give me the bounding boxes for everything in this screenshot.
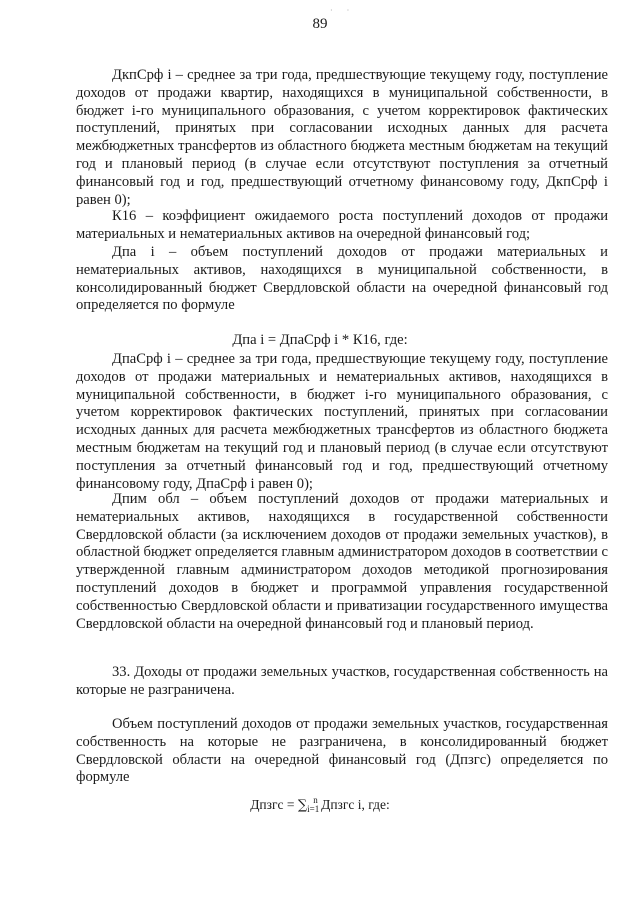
section-33-heading [76,664,608,700]
paragraph-text: К16 – коэффициент ожидаемого роста поступлений доходов от продажи материальных и нематериальных активов на очередной финансовый год; [76,208,608,242]
paragraph-k16 [76,208,608,244]
paragraph-dpasrf [76,351,608,493]
paragraph-dpim [76,491,608,633]
sum-upper-index: n [313,795,318,805]
paragraph-text: ДкпСрф i – среднее за три года, предшествующие текущему году, поступление доходов от продажи квартир, находящихся в муниципальной собственности, в бюджет i-го муниципального образования, с учетом корректировок фактических поступлений, принятых при согласовании исходных данных для расчета межбюджетных трансфертов из областного бюджета местным бюджетам на текущий год и плановый период (в случае если отсутствуют поступления за отчетный финансовый год и год, предшествующий отчетному финансовому году, ДкпСрф i равен 0); [76,67,608,208]
paragraph-dpa [76,244,608,315]
formula-dpzgs [0,792,640,819]
page-number: 89 [312,16,328,32]
paragraph-dpzgs [76,716,608,787]
paragraph-text: Дпа i – объем поступлений доходов от продажи материальных и нематериальных активов, находящихся в муниципальной собственности, в консолидированный бюджет Свердловской области на очередной финансовый год определяется по формуле [76,244,608,314]
formula-rhs: Дпзгс i, где: [317,797,390,812]
paragraph-text: 33. Доходы от продажи земельных участков, государственная собственность на которые не разграничена. [76,664,608,698]
sum-symbol: ∑ [297,798,308,813]
sum-lower-index: i=1 [307,804,320,814]
paragraph-text: Дпим обл – объем поступлений доходов от продажи материальных и нематериальных активов, находящихся в государственной собственности Свердловской области (за исключением доходов от продажи земельных участков), в областной бюджет определяется главным администратором доходов в соответствии с утвержденной главным администратором доходов методикой прогнозирования поступлений доходов в бюджет и программой управления государственной собственностью Свердловской области и приватизации государственного имущества Свердловской области на очередной финансовый год и плановый период. [76,491,608,632]
paragraph-text: Объем поступлений доходов от продажи земельных участков, государственная собственность на которые не разграничена, в консолидированный бюджет Свердловской области на очередной финансовый год (Дпзгс) определяется по формуле [76,716,608,786]
formula-dpa: Дпа i = ДпаСрф i * К16, где: [232,332,408,348]
formula-lhs: Дпзгс = [250,797,298,812]
paragraph-dkpsrf [76,67,608,209]
paragraph-text: ДпаСрф i – среднее за три года, предшествующие текущему году, поступление доходов от продажи материальных и нематериальных активов, находящихся в муниципальной собственности, в бюджет i-го муниципального образования, с учетом корректировок фактических поступлений, принятых при согласовании исходных данных для расчета межбюджетных трансфертов из областного бюджета местным бюджетам на текущий год и плановый период (в случае если отсутствуют поступления за отчетный финансовый год и год, предшествующий отчетному финансовому году, ДпаСрф i равен 0); [76,351,608,492]
scan-artifact: · · [330,6,356,15]
